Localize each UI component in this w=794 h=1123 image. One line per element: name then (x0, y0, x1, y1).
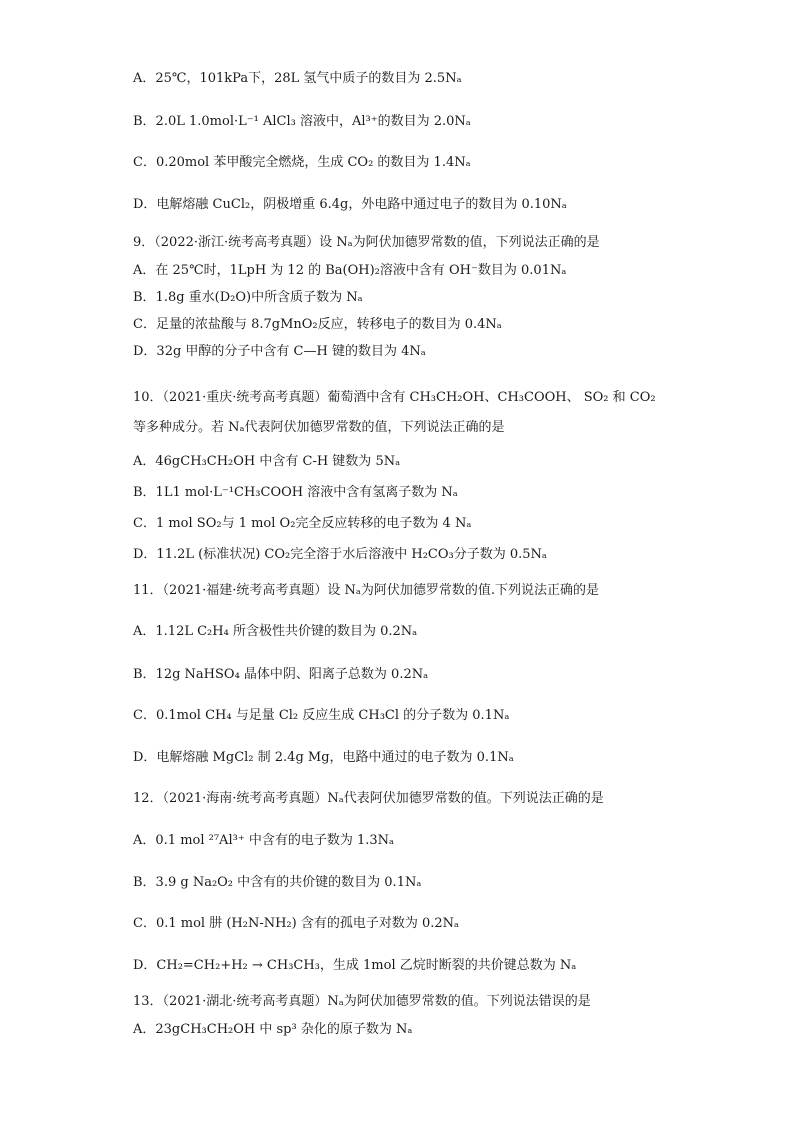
question-10-option-a: A．46gCH₃CH₂OH 中含有 C-H 键数为 5Nₐ (133, 454, 401, 469)
question-10-stem-cont: 等多种成分。若 Nₐ代表阿伏加德罗常数的值，下列说法正确的是 (133, 420, 505, 435)
question-11-option-c: C．0.1mol CH₄ 与足量 Cl₂ 反应生成 CH₃Cl 的分子数为 0.1Nₐ (133, 708, 510, 723)
question-11-option-d: D．电解熔融 MgCl₂ 制 2.4g Mg，电路中通过的电子数为 0.1Nₐ (133, 750, 514, 765)
question-10-stem: 10．（2021·重庆·统考高考真题）葡萄酒中含有 CH₃CH₂OH、CH₃COOH、 SO₂ 和 CO₂ (133, 390, 656, 405)
question-10-option-c: C．1 mol SO₂与 1 mol O₂完全反应转移的电子数为 4 Nₐ (133, 516, 472, 531)
question-9-option-d: D．32g 甲醇的分子中含有 C—H 键的数目为 4Nₐ (133, 344, 426, 359)
question-9-stem: 9．（2022·浙江·统考高考真题）设 Nₐ为阿伏加德罗常数的值，下列说法正确的是 (133, 235, 600, 250)
question-8-option-c: C．0.20mol 苯甲酸完全燃烧，生成 CO₂ 的数目为 1.4Nₐ (133, 155, 471, 170)
question-8-option-a: A．25℃，101kPa下，28L 氢气中质子的数目为 2.5Nₐ (133, 71, 462, 86)
question-8-option-d: D．电解熔融 CuCl₂，阴极增重 6.4g，外电路中通过电子的数目为 0.10Nₐ (133, 197, 567, 212)
question-13-stem: 13．（2021·湖北·统考高考真题）Nₐ为阿伏加德罗常数的值。下列说法错误的是 (133, 994, 591, 1009)
question-9-option-c: C．足量的浓盐酸与 8.7gMnO₂反应，转移电子的数目为 0.4Nₐ (133, 317, 502, 332)
question-10-option-d: D．11.2L (标准状况) CO₂完全溶于水后溶液中 H₂CO₃分子数为 0.5Nₐ (133, 547, 547, 562)
question-12-option-a: A．0.1 mol ²⁷Al³⁺ 中含有的电子数为 1.3Nₐ (133, 833, 395, 848)
question-12-option-c: C．0.1 mol 肼 (H₂N-NH₂) 含有的孤电子对数为 0.2Nₐ (133, 916, 460, 931)
question-12-stem: 12．（2021·海南·统考高考真题）Nₐ代表阿伏加德罗常数的值。下列说法正确的是 (133, 791, 604, 806)
question-9-option-b: B．1.8g 重水(D₂O)中所含质子数为 Nₐ (133, 290, 363, 305)
question-9-option-a: A．在 25℃时，1LpH 为 12 的 Ba(OH)₂溶液中含有 OH⁻数目为 0.01Nₐ (133, 263, 567, 278)
question-12-option-b: B．3.9 g Na₂O₂ 中含有的共价键的数目为 0.1Nₐ (133, 875, 422, 890)
question-8-option-b: B．2.0L 1.0mol·L⁻¹ AlCl₃ 溶液中，Al³⁺的数目为 2.0Nₐ (133, 114, 471, 129)
question-11-stem: 11．（2021·福建·统考高考真题）设 Nₐ为阿伏加德罗常数的值.下列说法正确的是 (133, 583, 600, 598)
question-11-option-b: B．12g NaHSO₄ 晶体中阴、阳离子总数为 0.2Nₐ (133, 667, 429, 682)
question-12-option-d: D．CH₂=CH₂+H₂ → CH₃CH₃，生成 1mol 乙烷时断裂的共价键总数为 Nₐ (133, 958, 577, 973)
question-13-option-a: A．23gCH₃CH₂OH 中 sp³ 杂化的原子数为 Nₐ (133, 1022, 413, 1037)
question-10-option-b: B．1L1 mol·L⁻¹CH₃COOH 溶液中含有氢离子数为 Nₐ (133, 485, 458, 500)
question-11-option-a: A．1.12L C₂H₄ 所含极性共价键的数目为 0.2Nₐ (133, 624, 418, 639)
